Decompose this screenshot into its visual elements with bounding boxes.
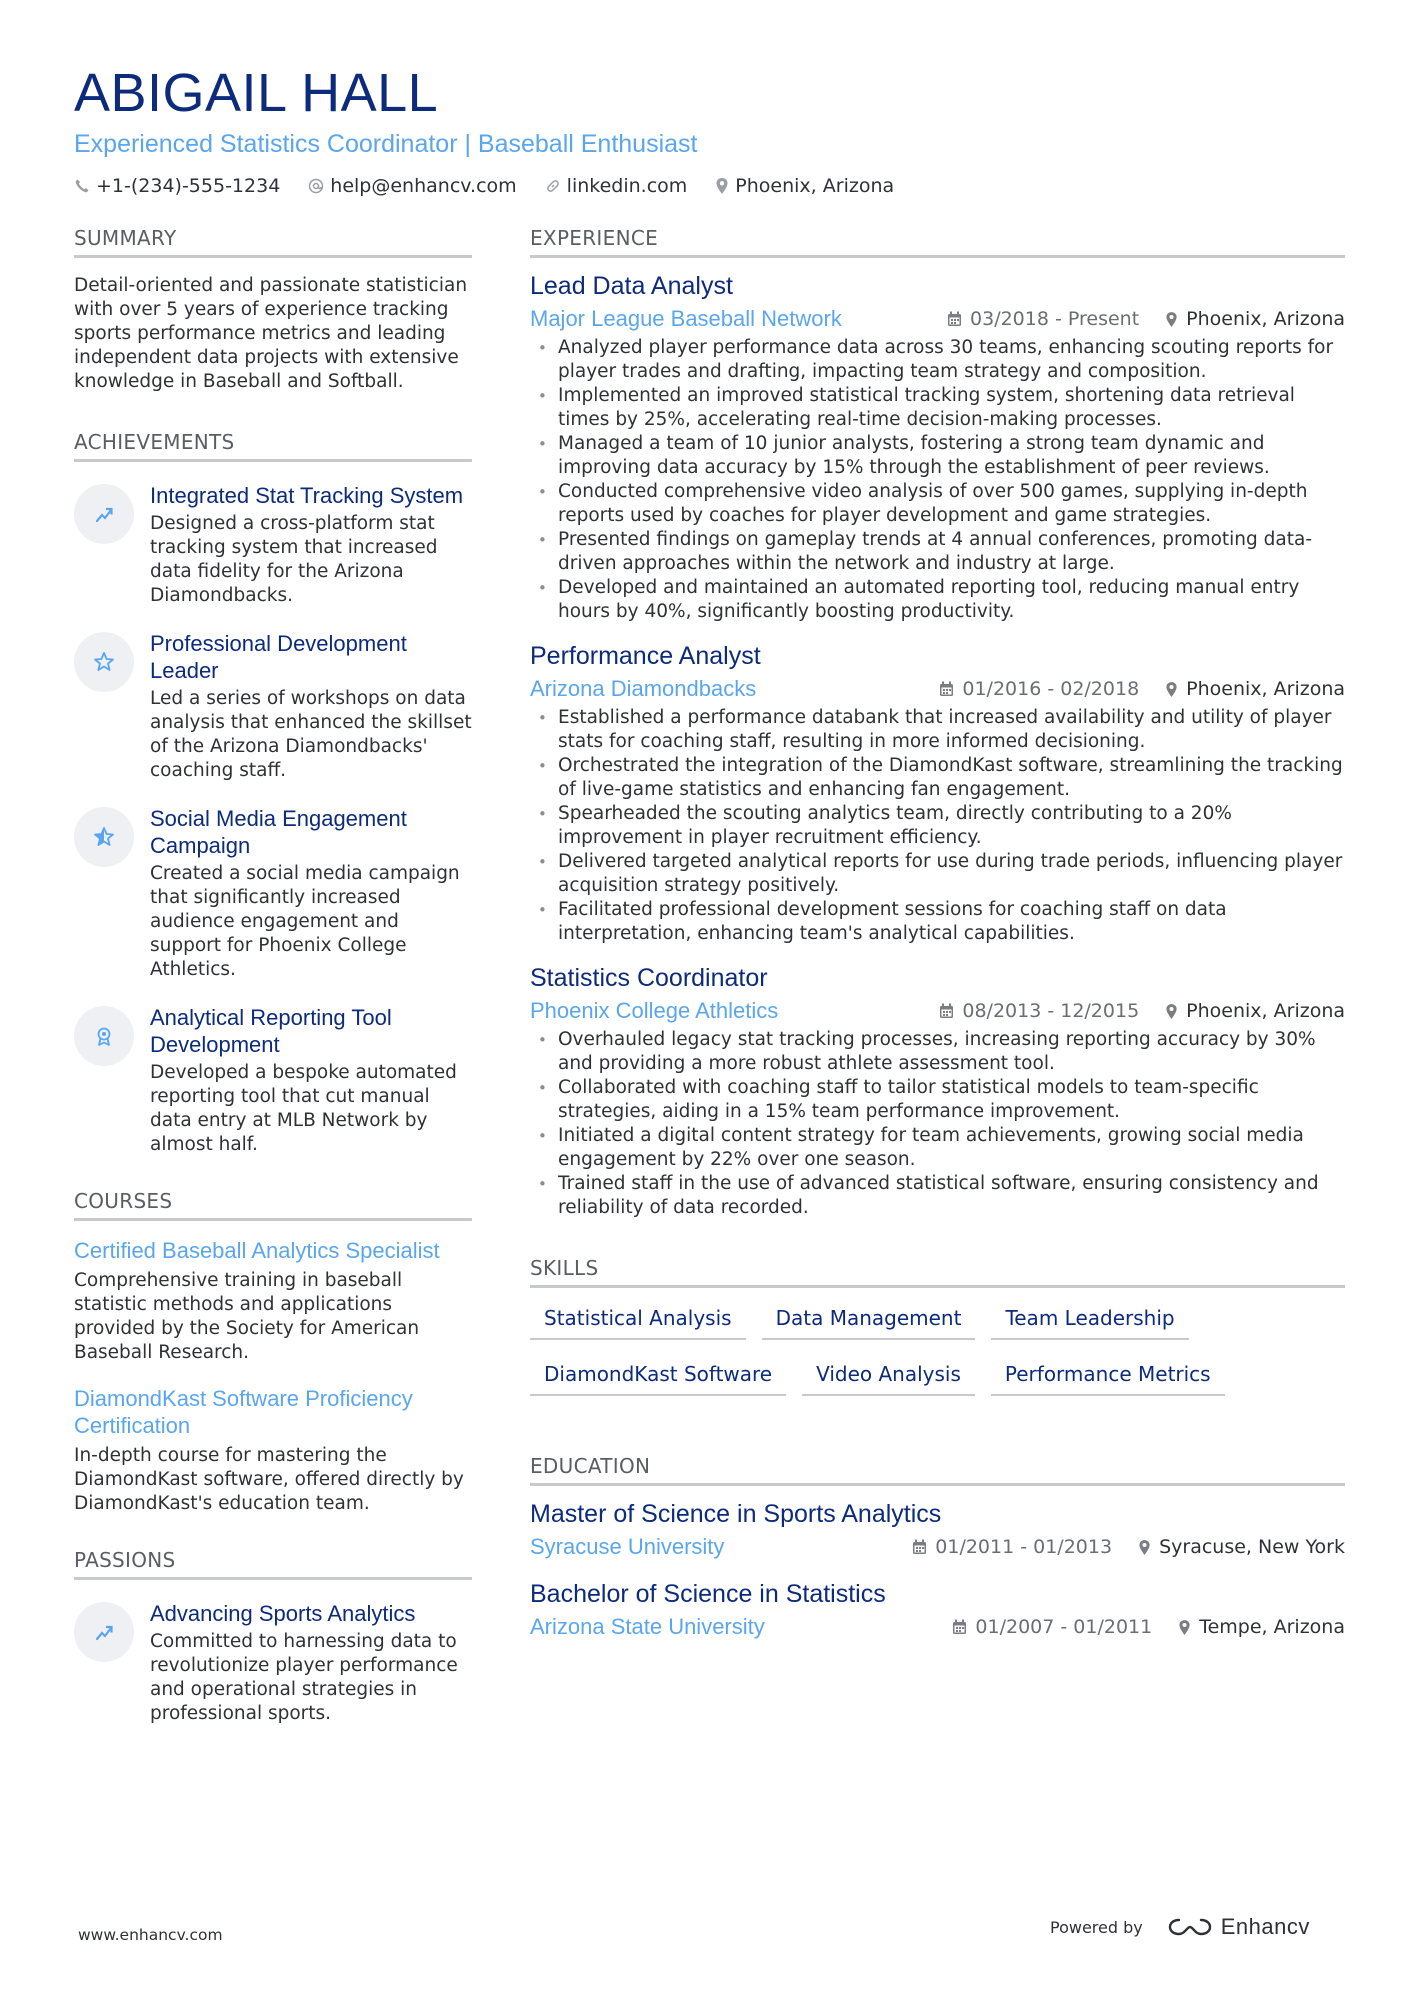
job-bullet: • Delivered targeted analytical reports for use during trade periods, influencing player acquisition strategy positively. xyxy=(530,850,1345,898)
achievement-title: Social Media Engagement Campaign xyxy=(150,806,407,858)
passion-title: Advancing Sports Analytics xyxy=(150,1601,416,1626)
enhancv-logo-icon xyxy=(1167,1915,1213,1939)
course-desc: Comprehensive training in baseball statistic methods and applications provided by the Society for American Baseball Research. xyxy=(74,1270,420,1363)
award-icon xyxy=(74,1006,134,1066)
course-desc: In-depth course for mastering the DiamondKast software, offered directly by DiamondKast's education team. xyxy=(74,1445,464,1514)
job-title: Lead Data Analyst xyxy=(530,272,733,300)
experience-section xyxy=(530,226,1345,1220)
education-school: Syracuse University xyxy=(530,1534,725,1559)
link-icon xyxy=(545,178,561,194)
summary-section xyxy=(74,226,472,394)
course-item xyxy=(74,1237,472,1365)
location-icon xyxy=(1165,1003,1178,1020)
job-location xyxy=(1165,308,1345,330)
education-location-text: Tempe, Arizona xyxy=(1199,1616,1345,1638)
job-meta-row xyxy=(530,306,1345,332)
job-title: Statistics Coordinator xyxy=(530,964,768,992)
education-location-text: Syracuse, New York xyxy=(1159,1536,1345,1558)
contact-location xyxy=(715,175,894,197)
job-dates-text: 01/2016 - 02/2018 xyxy=(962,678,1140,700)
courses-heading: COURSES xyxy=(74,1189,472,1221)
left-column xyxy=(74,226,472,1748)
contact-phone-text: +1-(234)-555-1234 xyxy=(96,175,281,197)
powered-by-label: Powered by xyxy=(1050,1917,1143,1937)
job-location-text: Phoenix, Arizona xyxy=(1186,1000,1345,1022)
location-icon xyxy=(715,177,729,195)
job-bullet: • Established a performance databank that increased availability and utility of player stats for coaching staff, resulting in more informed decisioning. xyxy=(530,706,1345,754)
education-location xyxy=(1138,1536,1345,1558)
education-dates xyxy=(912,1536,1112,1558)
footer-powered-by[interactable] xyxy=(1050,1914,1310,1940)
experience-heading: EXPERIENCE xyxy=(530,226,1345,258)
job-bullet: • Analyzed player performance data across 30 teams, enhancing scouting reports for player trades and drafting, impacting team strategy and composition. xyxy=(530,336,1345,384)
skill-tag: Data Management xyxy=(762,1302,976,1340)
job-bullet: • Overhauled legacy stat tracking processes, increasing reporting accuracy by 30% and providing a more robust athlete assessment tool. xyxy=(530,1028,1345,1076)
job-bullet: • Developed and maintained an automated reporting tool, reducing manual entry hours by 40%, significantly boosting productivity. xyxy=(530,576,1345,624)
calendar-icon xyxy=(939,1003,954,1019)
education-meta-row xyxy=(530,1614,1345,1640)
job-meta-row xyxy=(530,998,1345,1024)
contact-location-text: Phoenix, Arizona xyxy=(735,175,895,197)
education-section xyxy=(530,1454,1345,1640)
achievements-section xyxy=(74,430,472,1157)
candidate-title: Experienced Statistics Coordinator | Baseball Enthusiast xyxy=(74,130,698,158)
calendar-icon xyxy=(912,1539,927,1555)
brand-name: Enhancv xyxy=(1220,1914,1310,1939)
job-company: Phoenix College Athletics xyxy=(530,998,779,1023)
skill-tag: DiamondKast Software xyxy=(530,1358,786,1396)
trend-arrow-icon xyxy=(74,484,134,544)
job-dates xyxy=(947,308,1139,330)
contact-linkedin-text: linkedin.com xyxy=(566,175,688,197)
education-dates xyxy=(952,1616,1152,1638)
candidate-name: ABIGAIL HALL xyxy=(74,63,439,123)
skill-tag: Team Leadership xyxy=(991,1302,1188,1340)
right-column xyxy=(530,226,1345,1658)
education-dates-text: 01/2007 - 01/2011 xyxy=(975,1616,1153,1638)
contact-email[interactable] xyxy=(308,175,516,197)
job-location xyxy=(1165,678,1345,700)
education-entry xyxy=(530,1498,1345,1560)
education-degree: Master of Science in Sports Analytics xyxy=(530,1500,942,1528)
passion-item xyxy=(74,1600,472,1726)
job-bullets xyxy=(530,1028,1345,1220)
contact-phone xyxy=(74,175,280,197)
job-entry xyxy=(530,270,1345,624)
education-location xyxy=(1178,1616,1345,1638)
achievement-item xyxy=(74,482,472,608)
job-entry xyxy=(530,640,1345,946)
skills-list xyxy=(530,1302,1345,1414)
education-degree: Bachelor of Science in Statistics xyxy=(530,1580,886,1608)
courses-section xyxy=(74,1189,472,1516)
contact-linkedin[interactable] xyxy=(545,175,688,197)
phone-icon xyxy=(74,178,90,194)
job-bullet: • Collaborated with coaching staff to tailor statistical models to team-specific strategies, aiding in a 15% team performance improvement. xyxy=(530,1076,1345,1124)
location-icon xyxy=(1138,1539,1151,1556)
trend-arrow-icon xyxy=(74,1602,134,1662)
course-title: DiamondKast Software Proficiency Certification xyxy=(74,1386,413,1438)
calendar-icon xyxy=(939,681,954,697)
job-dates xyxy=(939,678,1139,700)
job-meta xyxy=(939,678,1345,700)
achievement-desc: Designed a cross-platform stat tracking system that increased data fidelity for the Arizona Diamondbacks. xyxy=(150,513,438,606)
job-company: Major League Baseball Network xyxy=(530,306,842,331)
education-meta-row xyxy=(530,1534,1345,1560)
summary-text: Detail-oriented and passionate statistician with over 5 years of experience tracking sports performance metrics and leading independent data projects with extensive knowledge in Baseball and Softball. xyxy=(74,275,468,392)
at-icon xyxy=(308,178,324,194)
job-dates-text: 08/2013 - 12/2015 xyxy=(962,1000,1140,1022)
star-half-icon xyxy=(74,807,134,867)
passions-section xyxy=(74,1548,472,1726)
job-bullet: • Managed a team of 10 junior analysts, fostering a strong team dynamic and improving data accuracy by 15% through the establishment of peer reviews. xyxy=(530,432,1345,480)
star-outline-icon xyxy=(74,632,134,692)
achievement-item xyxy=(74,805,472,982)
job-location-text: Phoenix, Arizona xyxy=(1186,678,1345,700)
course-title: Certified Baseball Analytics Specialist xyxy=(74,1238,440,1263)
job-dates xyxy=(939,1000,1139,1022)
achievement-item xyxy=(74,630,472,783)
job-bullet: • Presented findings on gameplay trends at 4 annual conferences, promoting data-driven approaches within the network and industry at large. xyxy=(530,528,1345,576)
job-bullet: • Initiated a digital content strategy for team achievements, growing social media engagement by 22% over one season. xyxy=(530,1124,1345,1172)
education-meta xyxy=(912,1536,1345,1558)
job-title: Performance Analyst xyxy=(530,642,761,670)
course-item xyxy=(74,1385,472,1516)
job-location xyxy=(1165,1000,1345,1022)
achievement-desc: Developed a bespoke automated reporting tool that cut manual data entry at MLB Network by almost half. xyxy=(150,1062,457,1155)
job-location-text: Phoenix, Arizona xyxy=(1186,308,1345,330)
contact-email-text: help@enhancv.com xyxy=(330,175,517,197)
skill-tag: Video Analysis xyxy=(802,1358,975,1396)
achievement-title: Integrated Stat Tracking System xyxy=(150,483,464,508)
summary-heading: SUMMARY xyxy=(74,226,472,258)
contact-bar xyxy=(74,175,1344,197)
job-bullet: • Implemented an improved statistical tracking system, shortening data retrieval times by 25%, accelerating real-time decision-making processes. xyxy=(530,384,1345,432)
education-meta xyxy=(952,1616,1345,1638)
location-icon xyxy=(1165,681,1178,698)
job-bullets xyxy=(530,336,1345,624)
job-dates-text: 03/2018 - Present xyxy=(970,308,1140,330)
footer-website[interactable]: www.enhancv.com xyxy=(78,1926,223,1944)
job-bullet: • Facilitated professional development sessions for coaching staff on data interpretation, enhancing team's analytical capabilities. xyxy=(530,898,1345,946)
education-dates-text: 01/2011 - 01/2013 xyxy=(935,1536,1113,1558)
skill-tag: Statistical Analysis xyxy=(530,1302,746,1340)
achievement-title: Analytical Reporting Tool Development xyxy=(150,1005,392,1057)
job-entry xyxy=(530,962,1345,1220)
skills-heading: SKILLS xyxy=(530,1256,1345,1288)
achievement-title: Professional Development Leader xyxy=(150,631,407,683)
education-school: Arizona State University xyxy=(530,1614,765,1639)
job-bullet: • Orchestrated the integration of the DiamondKast software, streamlining the tracking of live-game statistics and enhancing fan engagement. xyxy=(530,754,1345,802)
achievements-heading: ACHIEVEMENTS xyxy=(74,430,472,462)
location-icon xyxy=(1165,311,1178,328)
job-bullets xyxy=(530,706,1345,946)
job-bullet: • Trained staff in the use of advanced statistical software, ensuring consistency and reliability of data recorded. xyxy=(530,1172,1345,1220)
job-company: Arizona Diamondbacks xyxy=(530,676,757,701)
calendar-icon xyxy=(947,311,962,327)
job-meta xyxy=(947,308,1345,330)
job-bullet: • Spearheaded the scouting analytics team, directly contributing to a 20% improvement in player recruitment efficiency. xyxy=(530,802,1345,850)
calendar-icon xyxy=(952,1619,967,1635)
job-bullet: • Conducted comprehensive video analysis of over 500 games, supplying in-depth reports used by coaches for player development and game strategies. xyxy=(530,480,1345,528)
education-heading: EDUCATION xyxy=(530,1454,1345,1486)
achievement-item xyxy=(74,1004,472,1157)
job-meta-row xyxy=(530,676,1345,702)
achievement-desc: Created a social media campaign that significantly increased audience engagement and support for Phoenix College Athletics. xyxy=(150,863,460,980)
resume-header xyxy=(74,62,1344,197)
education-entry xyxy=(530,1578,1345,1640)
skills-section xyxy=(530,1256,1345,1414)
location-icon xyxy=(1178,1619,1191,1636)
job-meta xyxy=(939,1000,1345,1022)
passion-desc: Committed to harnessing data to revolutionize player performance and operational strategies in professional sports. xyxy=(150,1631,458,1724)
skill-tag: Performance Metrics xyxy=(991,1358,1225,1396)
passions-heading: PASSIONS xyxy=(74,1548,472,1580)
achievement-desc: Led a series of workshops on data analysis that enhanced the skillset of the Arizona Diamondbacks' coaching staff. xyxy=(150,688,472,781)
